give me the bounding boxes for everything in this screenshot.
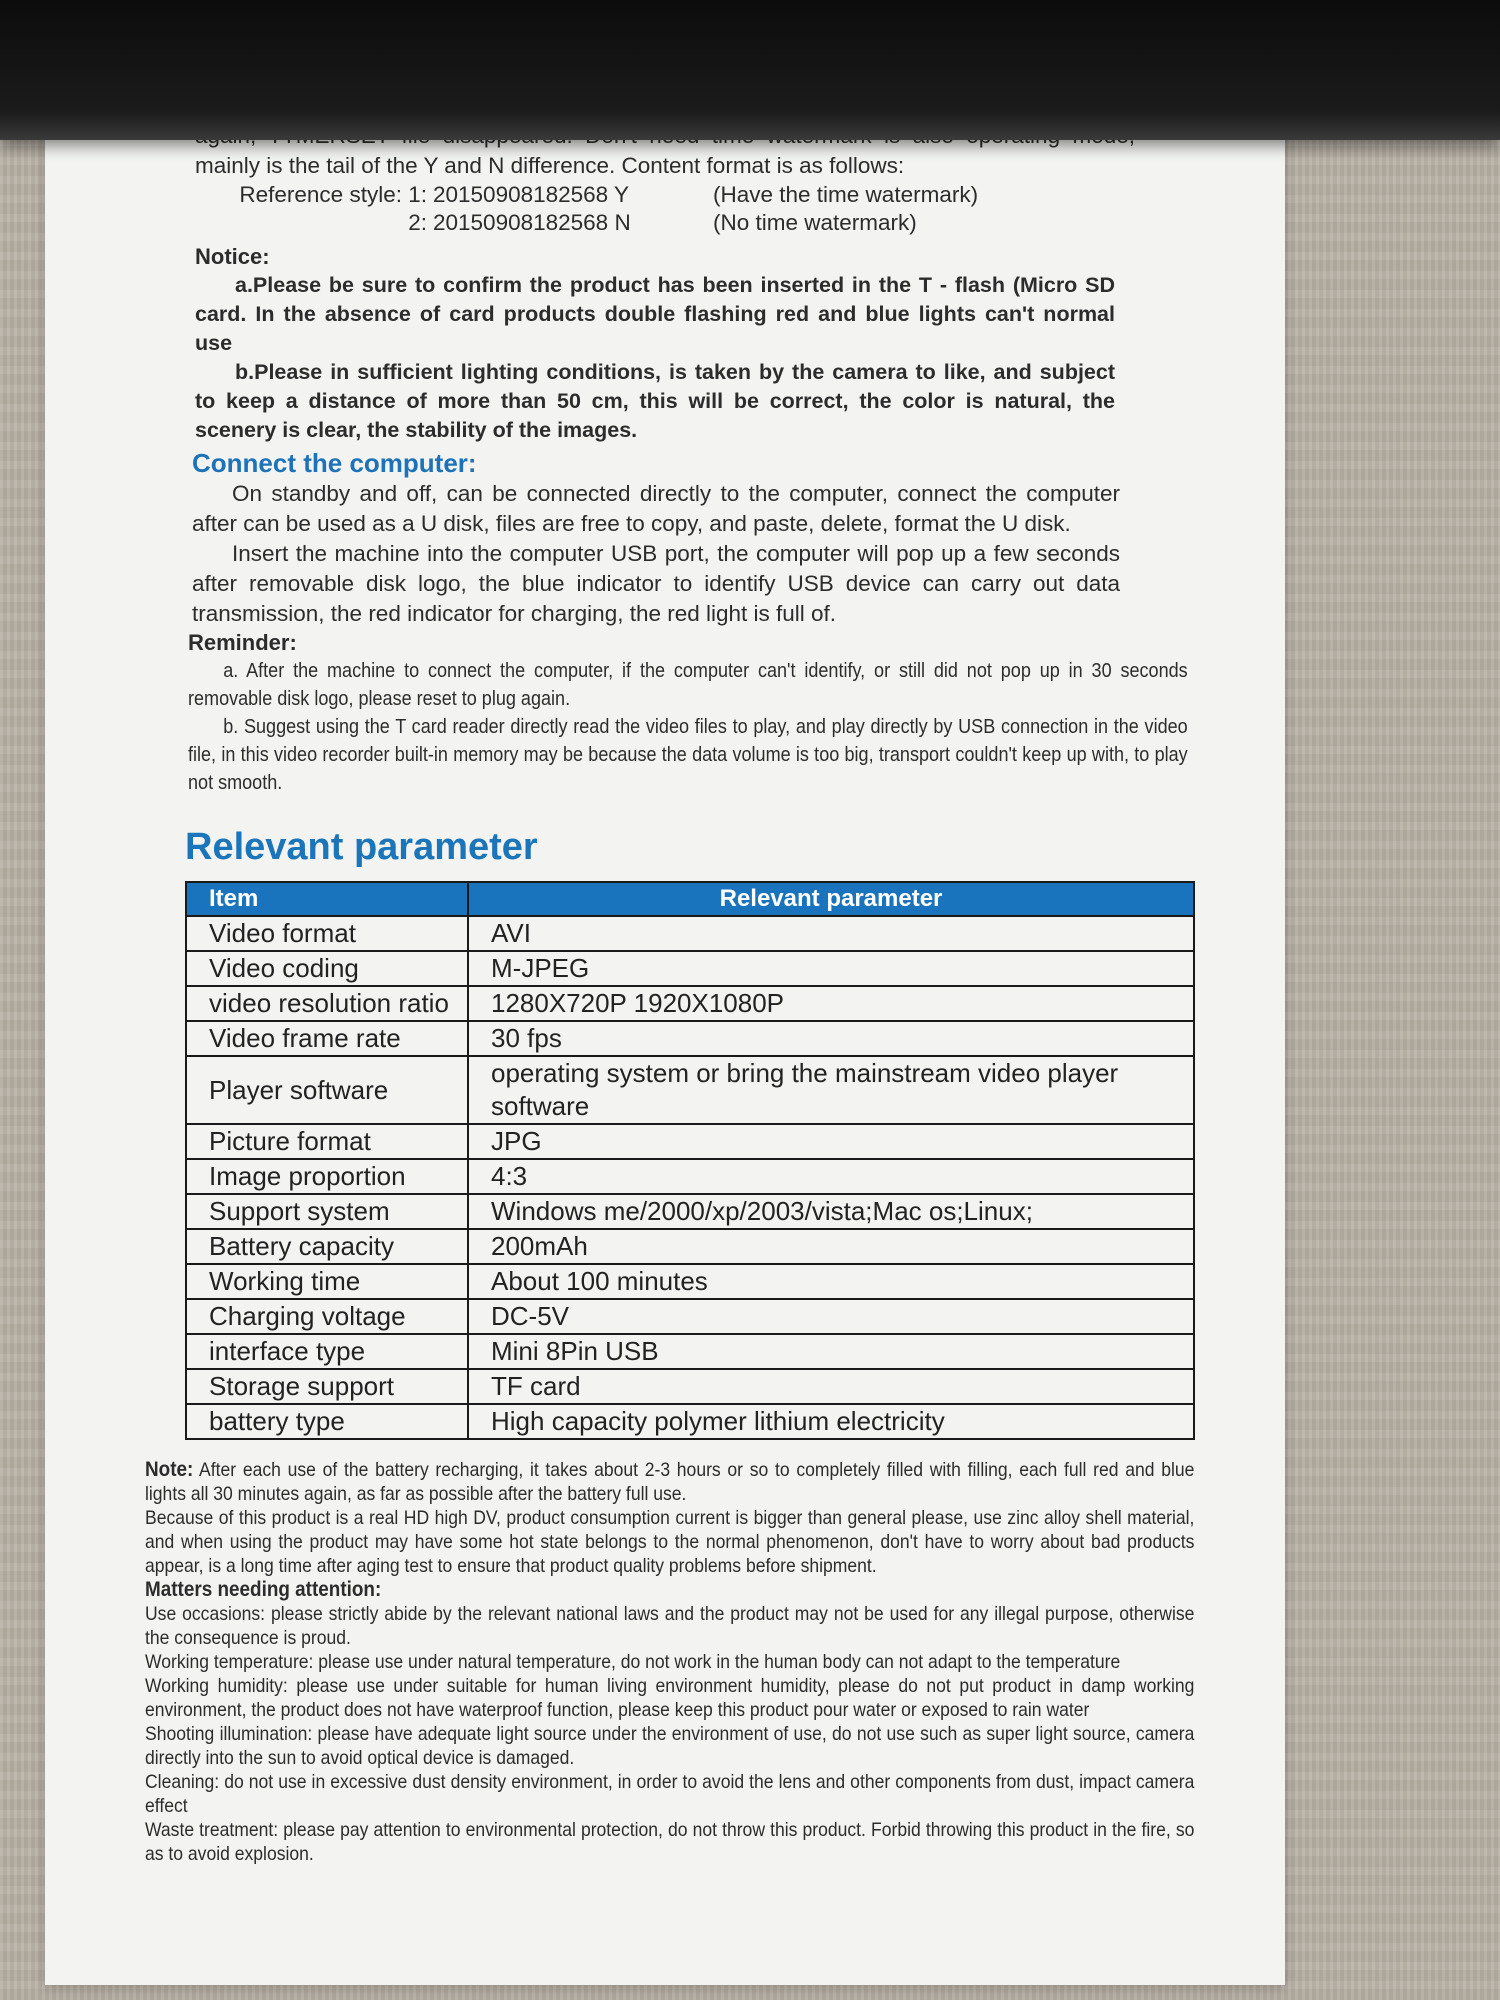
parameter-item: Storage support xyxy=(186,1369,468,1404)
attention-list xyxy=(145,1602,1194,1866)
parameter-value: DC-5V xyxy=(468,1299,1194,1334)
reference-desc: (No time watermark) xyxy=(713,210,917,235)
attention-item: Use occasions: please strictly abide by the relevant national laws and the product may not be used for any illegal purpose, otherwise the consequence is proud. xyxy=(145,1603,1195,1649)
table-row xyxy=(186,951,1194,986)
reference-row xyxy=(195,181,1140,209)
reference-label: Reference style: 1: xyxy=(239,182,427,207)
parameter-value: 1280X720P 1920X1080P xyxy=(468,986,1194,1021)
note-text-1: After each use of the battery recharging, it takes about 2-3 hours or so to completely filled with filling, each full red and blue lights all 30 minutes again, as far as possible after the battery full use. xyxy=(145,1459,1195,1505)
parameter-value: M-JPEG xyxy=(468,951,1194,986)
parameter-item: video resolution ratio xyxy=(186,986,468,1021)
table-row xyxy=(186,1194,1194,1229)
parameter-value: operating system or bring the mainstream video player software xyxy=(468,1056,1194,1124)
parameter-item: Video format xyxy=(186,916,468,951)
reminder-section xyxy=(188,629,1188,797)
reference-num: 2: xyxy=(408,210,427,235)
parameter-item: Picture format xyxy=(186,1124,468,1159)
table-row xyxy=(186,1021,1194,1056)
table-row xyxy=(186,1229,1194,1264)
reminder-item-a: a. After the machine to connect the computer, if the computer can't identify, or still did not pop up in 30 seconds removable disk logo, please reset to plug again. xyxy=(188,659,1188,710)
table-header-row xyxy=(186,882,1194,916)
column-header-item: Item xyxy=(186,882,468,916)
table-row xyxy=(186,1159,1194,1194)
parameter-value: 200mAh xyxy=(468,1229,1194,1264)
parameter-item: Battery capacity xyxy=(186,1229,468,1264)
parameter-item: Working time xyxy=(186,1264,468,1299)
parameter-item: interface type xyxy=(186,1334,468,1369)
table-row xyxy=(186,1299,1194,1334)
table-row xyxy=(186,1404,1194,1439)
parameter-item: Charging voltage xyxy=(186,1299,468,1334)
parameter-value: AVI xyxy=(468,916,1194,951)
reference-value: 20150908182568 N xyxy=(433,210,631,235)
parameter-value: 30 fps xyxy=(468,1021,1194,1056)
parameter-value: High capacity polymer lithium electricity xyxy=(468,1404,1194,1439)
parameter-value: TF card xyxy=(468,1369,1194,1404)
column-header-parameter: Relevant parameter xyxy=(468,882,1194,916)
parameter-table xyxy=(185,881,1195,1440)
parameter-value: 4:3 xyxy=(468,1159,1194,1194)
connect-paragraph-2: Insert the machine into the computer USB port, the computer will pop up a few seconds after removable disk logo, the blue indicator to identify USB device can carry out data transmission, the red indicator for charging, the red light is full of. xyxy=(192,541,1120,626)
parameter-section xyxy=(185,825,1140,1440)
table-row xyxy=(186,1334,1194,1369)
reference-style xyxy=(195,181,1140,237)
table-row xyxy=(186,1264,1194,1299)
connect-section xyxy=(192,447,1120,629)
connect-paragraph-1: On standby and off, can be connected directly to the computer, connect the computer after can be used as a U disk, files are free to copy, and paste, delete, format the U disk. xyxy=(192,481,1120,536)
attention-heading: Matters needing attention: xyxy=(145,1578,382,1601)
note-label: Note: xyxy=(145,1458,194,1481)
attention-item: Cleaning: do not use in excessive dust density environment, in order to avoid the lens and other components from dust, impact camera effect xyxy=(145,1771,1195,1817)
table-row xyxy=(186,1124,1194,1159)
attention-item: Working temperature: please use under natural temperature, do not work in the human body can not adapt to the temperature xyxy=(145,1651,1121,1673)
notice-heading: Notice: xyxy=(195,244,270,269)
attention-item: Waste treatment: please pay attention to environmental protection, do not throw this product. Forbid throwing this product in the fire, so as to avoid explosion. xyxy=(145,1819,1195,1865)
table-row xyxy=(186,1056,1194,1124)
parameter-item: Image proportion xyxy=(186,1159,468,1194)
attention-item: Working humidity: please use under suitable for human living environment humidity, please do not put product in damp working environment, the product does not have waterproof function, please keep this product pour water or exposed to rain water xyxy=(145,1675,1195,1721)
reminder-heading: Reminder: xyxy=(188,630,297,655)
note-paragraph xyxy=(145,1458,1194,1506)
reference-value: 20150908182568 Y xyxy=(433,182,630,207)
parameter-item: battery type xyxy=(186,1404,468,1439)
connect-heading: Connect the computer: xyxy=(192,448,477,478)
reference-row xyxy=(195,209,1140,237)
table-row xyxy=(186,1369,1194,1404)
parameter-item: Video coding xyxy=(186,951,468,986)
parameter-value: JPG xyxy=(468,1124,1194,1159)
dark-frame-edge xyxy=(0,0,1500,140)
reminder-item-b: b. Suggest using the T card reader directly read the video files to play, and play directly by USB connection in the video file, in this video recorder built-in memory may be because the data volume is too big, transport couldn't keep up with, to play not smooth. xyxy=(188,715,1188,794)
attention-item: Shooting illumination: please have adequate light source under the environment of use, do not use such as super light source, camera directly into the sun to avoid optical device is damaged. xyxy=(145,1723,1195,1769)
parameter-heading: Relevant parameter xyxy=(185,826,538,868)
table-row xyxy=(186,916,1194,951)
intro-paragraph: mainly is the tail of the Y and N difference. Content format is as follows: xyxy=(195,153,905,178)
parameter-value: Windows me/2000/xp/2003/vista;Mac os;Linux; xyxy=(468,1194,1194,1229)
reference-desc: (Have the time watermark) xyxy=(713,182,979,207)
note-text-2: Because of this product is a real HD high DV, product consumption current is bigger than general please, use zinc alloy shell material, and when using the product may have some hot state belongs to the normal phenomenon, don't have to worry about bad products appear, is a long time after aging test to ensure that product quality problems before shipment. xyxy=(145,1507,1195,1577)
notice-section xyxy=(195,243,1115,445)
parameter-value: Mini 8Pin USB xyxy=(468,1334,1194,1369)
notes-section xyxy=(145,1458,1194,1866)
parameter-item: Support system xyxy=(186,1194,468,1229)
manual-content xyxy=(140,95,1195,1866)
notice-item-a: a.Please be sure to confirm the product has been inserted in the T - flash (Micro SD card. In the absence of card products double flashing red and blue lights can't normal use xyxy=(195,273,1115,355)
parameter-value: About 100 minutes xyxy=(468,1264,1194,1299)
parameter-item: Video frame rate xyxy=(186,1021,468,1056)
table-row xyxy=(186,986,1194,1021)
parameter-item: Player software xyxy=(186,1056,468,1124)
notice-item-b: b.Please in sufficient lighting conditions, is taken by the camera to like, and subject to keep a distance of more than 50 cm, this will be correct, the color is natural, the scenery is clear, the stability of the images. xyxy=(195,360,1115,442)
